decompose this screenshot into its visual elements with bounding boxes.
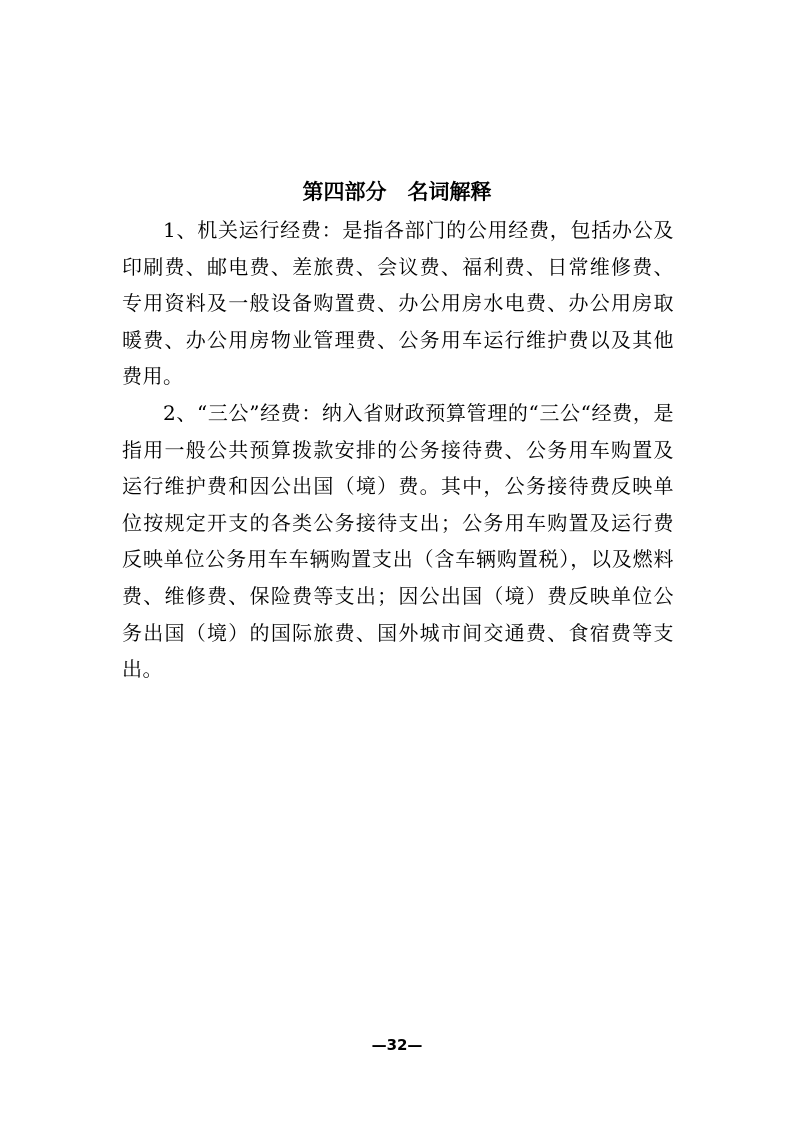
page-title: 第四部分 名词解释 bbox=[302, 180, 492, 204]
paragraph-block bbox=[122, 212, 674, 395]
paragraph-block bbox=[122, 395, 674, 688]
paragraph-operating-expenses: 1、机关运行经费：是指各部门的公用经费，包括办公及印刷费、邮电费、差旅费、会议费、福利费、日常维修费、专用资料及一般设备购置费、办公用房水电费、办公用房取暖费、办公用房物业管理费、公务用车运行维护费以及其他费用。 bbox=[122, 218, 674, 389]
page-number: —32— bbox=[371, 1036, 423, 1054]
paragraph-three-public-expenses: 2、“三公”经费：纳入省财政预算管理的“三公“经费，是指用一般公共预算拨款安排的公务接待费、公务用车购置及运行维护费和因公出国（境）费。其中，公务接待费反映单位按规定开支的各类公务接待支出；公务用车购置及运行费反映单位公务用车车辆购置支出（含车辆购置税），以及燃料费、维修费、保险费等支出；因公出国（境）费反映单位公务出国（境）的国际旅费、国外城市间交通费、食宿费等支出。 bbox=[122, 401, 674, 682]
